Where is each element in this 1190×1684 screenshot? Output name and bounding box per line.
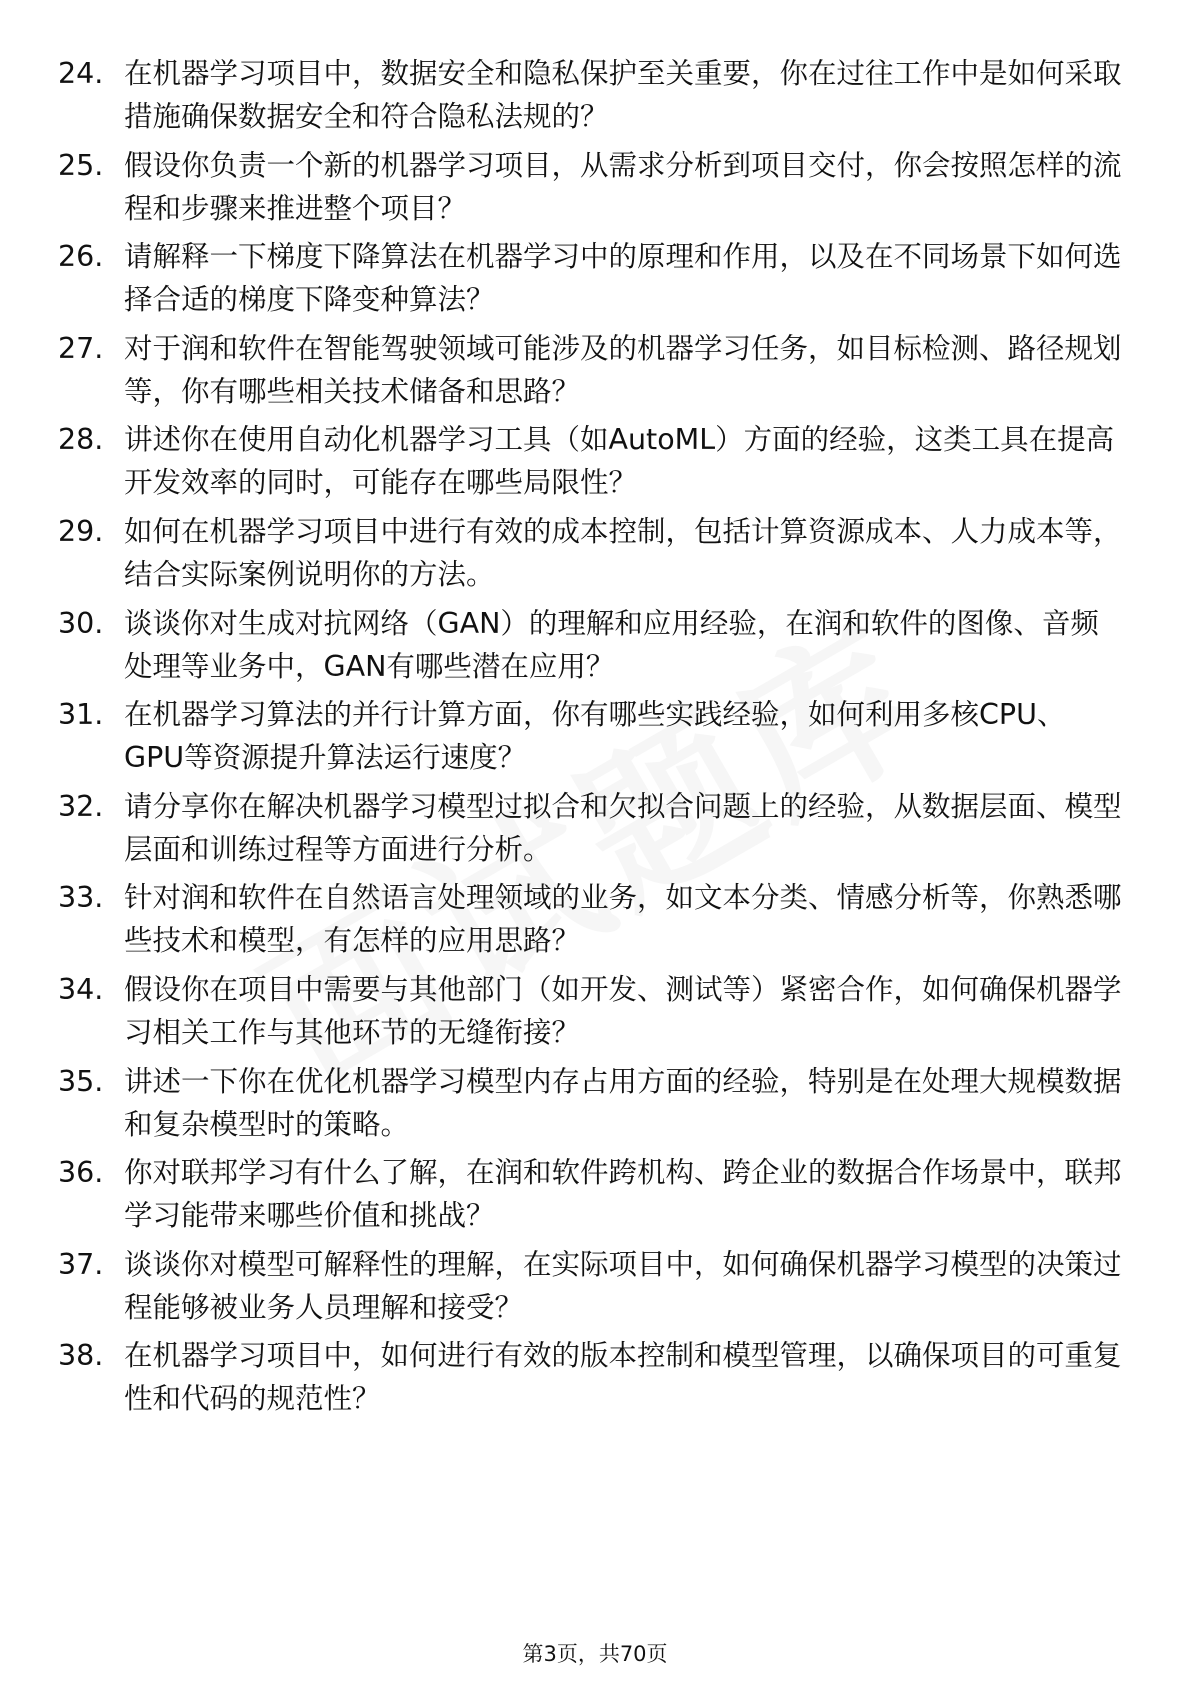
question-number: 29. xyxy=(58,514,104,548)
question-item xyxy=(58,1060,1138,1152)
question-text: 谈谈你对模型可解释性的理解，在实际项目中，如何确保机器学习模型的决策过程能够被业务人员理解和接受？ xyxy=(124,1247,1122,1324)
question-item xyxy=(58,602,1138,694)
question-item xyxy=(58,144,1138,236)
question-text: 在机器学习项目中，数据安全和隐私保护至关重要，你在过往工作中是如何采取措施确保数据安全和符合隐私法规的？ xyxy=(124,57,1122,133)
question-item xyxy=(58,52,1138,144)
question-item xyxy=(58,1243,1138,1335)
question-number: 35. xyxy=(58,1064,104,1098)
question-item xyxy=(58,1151,1138,1243)
question-number: 36. xyxy=(58,1156,104,1190)
question-text: 假设你在项目中需要与其他部门（如开发、测试等）紧密合作，如何确保机器学习相关工作与其他环节的无缝衔接？ xyxy=(124,972,1122,1049)
question-text: 请分享你在解决机器学习模型过拟合和欠拟合问题上的经验，从数据层面、模型层面和训练过程等方面进行分析。 xyxy=(124,789,1122,866)
question-text: 在机器学习算法的并行计算方面，你有哪些实践经验，如何利用多核CPU、GPU等资源提升算法运行速度？ xyxy=(124,698,1066,775)
question-text: 如何在机器学习项目中进行有效的成本控制，包括计算资源成本、人力成本等，结合实际案例说明你的方法。 xyxy=(124,514,1122,591)
question-number: 28. xyxy=(58,423,104,457)
question-number: 25. xyxy=(58,148,104,182)
question-number: 27. xyxy=(58,331,104,365)
question-number: 33. xyxy=(58,881,104,915)
question-item xyxy=(58,327,1138,419)
question-item xyxy=(58,1334,1138,1426)
question-number: 32. xyxy=(58,789,104,823)
question-number: 24. xyxy=(58,57,104,90)
question-text: 讲述一下你在优化机器学习模型内存占用方面的经验，特别是在处理大规模数据和复杂模型时的策略。 xyxy=(124,1064,1122,1141)
question-item xyxy=(58,968,1138,1060)
question-text: 假设你负责一个新的机器学习项目，从需求分析到项目交付，你会按照怎样的流程和步骤来推进整个项目？ xyxy=(124,148,1122,225)
question-item xyxy=(58,693,1138,785)
question-text: 请解释一下梯度下降算法在机器学习中的原理和作用，以及在不同场景下如何选择合适的梯度下降变种算法？ xyxy=(124,240,1122,317)
question-number: 30. xyxy=(58,606,104,640)
question-item xyxy=(58,785,1138,877)
question-item xyxy=(58,235,1138,327)
question-text: 讲述你在使用自动化机器学习工具（如AutoML）方面的经验，这类工具在提高开发效率的同时，可能存在哪些局限性？ xyxy=(124,423,1115,500)
page-footer xyxy=(0,1638,1190,1668)
question-text: 针对润和软件在自然语言处理领域的业务，如文本分类、情感分析等，你熟悉哪些技术和模型，有怎样的应用思路？ xyxy=(124,881,1122,958)
question-item xyxy=(58,418,1138,510)
question-item xyxy=(58,510,1138,602)
question-number: 37. xyxy=(58,1247,104,1281)
question-text: 在机器学习项目中，如何进行有效的版本控制和模型管理，以确保项目的可重复性和代码的规范性？ xyxy=(124,1339,1122,1416)
page-number-label: 第3页，共70页 xyxy=(522,1642,668,1666)
question-number: 34. xyxy=(58,972,104,1006)
question-text: 谈谈你对生成对抗网络（GAN）的理解和应用经验，在润和软件的图像、音频处理等业务中，GAN有哪些潜在应用？ xyxy=(124,606,1099,683)
question-list xyxy=(58,52,1138,1426)
question-item xyxy=(58,876,1138,968)
question-text: 对于润和软件在智能驾驶领域可能涉及的机器学习任务，如目标检测、路径规划等，你有哪些相关技术储备和思路？ xyxy=(124,331,1122,408)
question-text: 你对联邦学习有什么了解，在润和软件跨机构、跨企业的数据合作场景中，联邦学习能带来哪些价值和挑战？ xyxy=(124,1156,1122,1233)
question-number: 38. xyxy=(58,1339,104,1373)
question-number: 26. xyxy=(58,240,104,274)
question-number: 31. xyxy=(58,698,104,732)
